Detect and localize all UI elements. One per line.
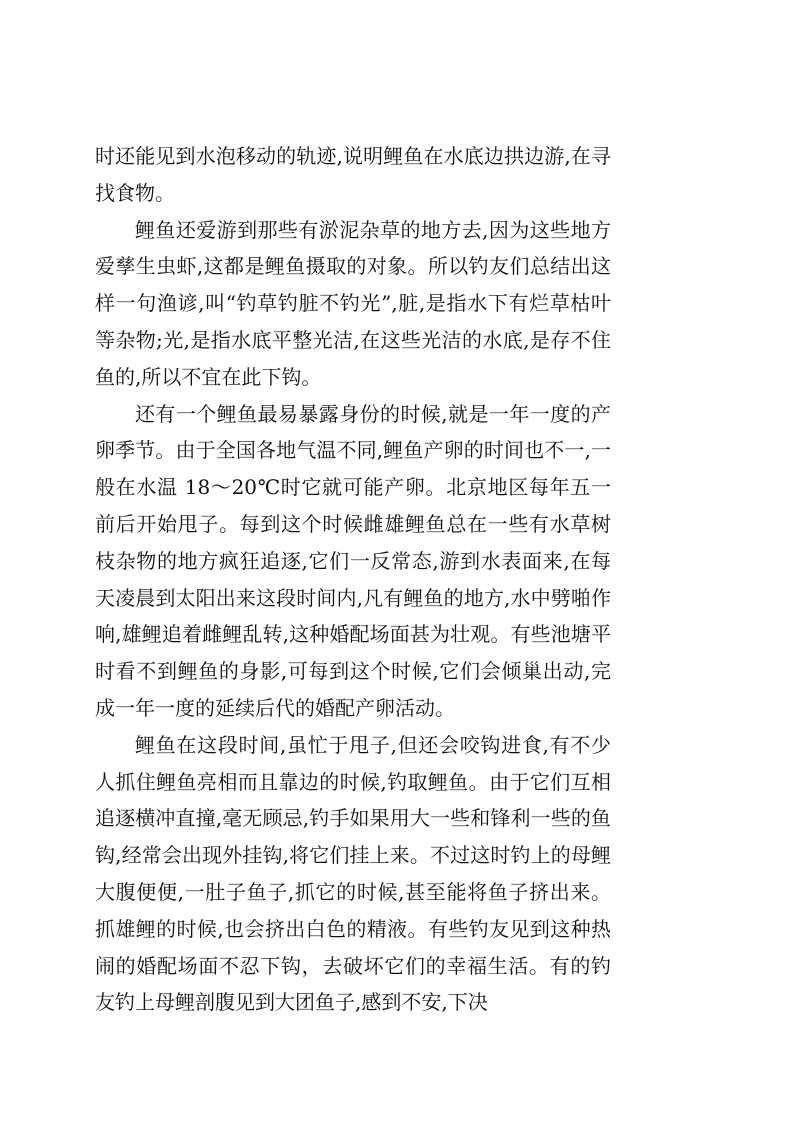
paragraph: 还有一个鲤鱼最易暴露身份的时候,就是一年一度的产卵季节。由于全国各地气温不同,鲤鱼产卵的时间也不一,一般在水温 18～20℃时它就可能产卵。北京地区每年五一前后开始甩子。每到这个时候雌雄鲤鱼总在一些有水草树枝杂物的地方疯狂追逐,它们一反常态,游到水表面来,在每天凌晨到太阳出来这段时间内,凡有鲤鱼的地方,水中劈啪作响,雄鲤追着雌鲤乱转,这种婚配场面甚为壮观。有些池塘平时看不到鲤鱼的身影,可每到这个时候,它们会倾巢出动,完成一年一度的延续后代的婚配产卵活动。 [95,401,611,720]
paragraph: 鲤鱼还爱游到那些有淤泥杂草的地方去,因为这些地方爱孳生虫虾,这都是鲤鱼摄取的对象。所以钓友们总结出这样一句渔谚,叫“钓草钓脏不钓光”,脏,是指水下有烂草枯叶等杂物;光,是指水底平整光洁,在这些光洁的水底,是存不住鱼的,所以不宜在此下钩。 [95,217,611,389]
paragraph: 时还能见到水泡移动的轨迹,说明鲤鱼在水底边拱边游,在寻找食物。 [95,144,611,205]
paragraph: 鲤鱼在这段时间,虽忙于甩子,但还会咬钩进食,有不少人抓住鲤鱼亮相而且靠边的时候,钓取鲤鱼。由于它们互相追逐横冲直撞,毫无顾忌,钓手如果用大一些和锋利一些的鱼钩,经常会出现外挂钩,将它们挂上来。不过这时钓上的母鲤大腹便便,一肚子鱼子,抓它的时候,甚至能将鱼子挤出来。抓雄鲤的时候,也会挤出白色的精液。有些钓友见到这种热闹的婚配场面不忍下钩，去破坏它们的幸福生活。有的钓友钓上母鲤剖腹见到大团鱼子,感到不安,下决 [95,732,611,1015]
body-text [95,138,611,1021]
